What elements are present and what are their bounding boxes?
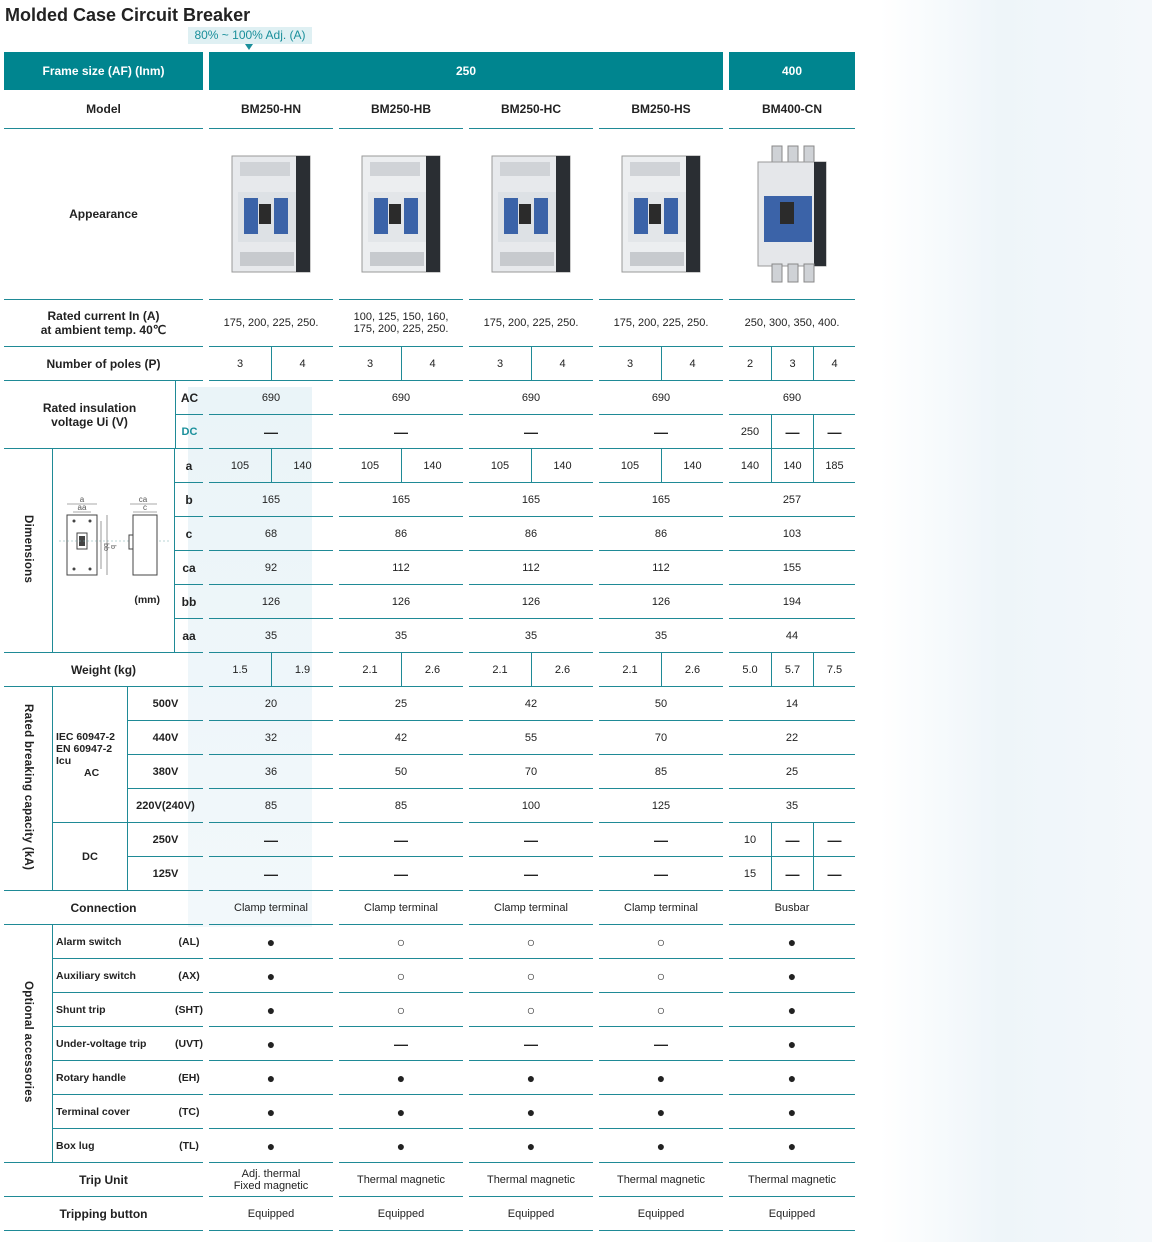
insulation-dc-value: — (771, 415, 813, 449)
accessory-mark: — (339, 1027, 463, 1061)
accessory-code: (TC) (175, 1095, 203, 1129)
insulation-dc-value: — (209, 415, 333, 449)
breaking-value: — (771, 823, 813, 857)
weight-value: 2.1 (469, 653, 531, 687)
breaking-value: 22 (729, 721, 855, 755)
connection-value: Clamp terminal (469, 891, 593, 925)
model-name: BM250-HB (339, 90, 463, 129)
weight-value: 2.6 (401, 653, 463, 687)
accessory-mark: ○ (469, 925, 593, 959)
accessory-mark: ○ (599, 925, 723, 959)
insulation-ac-value: 690 (209, 381, 333, 415)
accessory-mark: ● (339, 1095, 463, 1129)
breaking-voltage: 380V (128, 755, 203, 789)
accessory-mark: ● (729, 959, 855, 993)
breaking-value: 50 (339, 755, 463, 789)
breaking-value: — (813, 823, 855, 857)
dimension-value: 105 (599, 449, 661, 483)
insulation-ac-value: 690 (469, 381, 593, 415)
breaking-voltage: 250V (128, 823, 203, 857)
dimension-value: 86 (469, 517, 593, 551)
weight-label: Weight (kg) (4, 653, 203, 687)
insulation-dc-label: DC (175, 415, 203, 449)
poles-value: 2 (729, 347, 771, 381)
dimension-value: 257 (729, 483, 855, 517)
trip-unit-label: Trip Unit (4, 1163, 203, 1197)
appearance-label: Appearance (4, 129, 203, 300)
poles-label: Number of poles (P) (4, 347, 203, 381)
accessory-mark: ● (209, 1027, 333, 1061)
breaking-value: — (599, 857, 723, 891)
accessory-mark: ○ (339, 959, 463, 993)
accessory-mark: ● (209, 925, 333, 959)
breaking-value: 25 (729, 755, 855, 789)
diagram-label-bb: bb (101, 543, 109, 551)
frame-size-header: Frame size (AF) (Inm) (4, 52, 203, 90)
dimension-key: bb (175, 585, 203, 619)
accessory-mark: ● (729, 1129, 855, 1163)
diagram-label-b: b (108, 545, 116, 549)
accessory-code: (TL) (175, 1129, 203, 1163)
accessory-code: (SHT) (175, 993, 203, 1027)
breaking-value: 15 (729, 857, 771, 891)
breaking-value: — (813, 857, 855, 891)
breaking-value: 100 (469, 789, 593, 823)
breaking-value: 85 (209, 789, 333, 823)
connection-value: Clamp terminal (209, 891, 333, 925)
rated-current-value: 250, 300, 350, 400. (729, 300, 855, 347)
dimension-value: 105 (469, 449, 531, 483)
breaking-value: 70 (599, 721, 723, 755)
dimension-value: 140 (531, 449, 593, 483)
diagram-label-a: a (79, 495, 84, 504)
dimension-value: 126 (209, 585, 333, 619)
trip-unit-value: Adj. thermal Fixed magnetic (209, 1163, 333, 1197)
breaking-voltage: 500V (128, 687, 203, 721)
dimension-value: 165 (469, 483, 593, 517)
breaking-capacity-label: Rated breaking capacity (kA) (4, 687, 53, 891)
accessory-name: Auxiliary switch (53, 959, 175, 993)
spec-table (4, 52, 855, 1231)
breaking-value: 20 (209, 687, 333, 721)
insulation-ac-label: AC (175, 381, 203, 415)
accessory-mark: ● (209, 1061, 333, 1095)
accessory-mark: ● (339, 1061, 463, 1095)
adjustable-range-note: 80% ~ 100% Adj. (A) (188, 27, 312, 44)
poles-value: 3 (209, 347, 271, 381)
diagram-label-aa: aa (77, 503, 86, 512)
accessory-mark: ○ (469, 959, 593, 993)
dimension-value: 92 (209, 551, 333, 585)
accessory-mark: ● (599, 1095, 723, 1129)
dimension-key: ca (175, 551, 203, 585)
poles-value: 4 (531, 347, 593, 381)
connection-label: Connection (4, 891, 203, 925)
breaking-value: 25 (339, 687, 463, 721)
dimension-value: 165 (339, 483, 463, 517)
accessory-mark: ○ (599, 993, 723, 1027)
breaking-voltage: 125V (128, 857, 203, 891)
diagram-label-ca: ca (138, 495, 147, 504)
insulation-ac-value: 690 (339, 381, 463, 415)
breaking-value: — (771, 857, 813, 891)
breaking-value: — (209, 823, 333, 857)
accessory-mark: ● (729, 1095, 855, 1129)
breaking-value: — (339, 823, 463, 857)
accessory-mark: ● (209, 1095, 333, 1129)
weight-value: 5.7 (771, 653, 813, 687)
dimension-value: 105 (209, 449, 271, 483)
tripping-button-value: Equipped (339, 1197, 463, 1231)
frame-400-header: 400 (729, 52, 855, 90)
insulation-label: Rated insulation voltage Ui (V) (4, 381, 175, 449)
accessory-code: (UVT) (175, 1027, 203, 1061)
diagram-label-c: c (142, 503, 147, 512)
accessory-mark: ● (209, 959, 333, 993)
breaking-value: 125 (599, 789, 723, 823)
poles-value: 4 (401, 347, 463, 381)
weight-value: 1.9 (271, 653, 333, 687)
dimension-value: 112 (339, 551, 463, 585)
weight-value: 7.5 (813, 653, 855, 687)
accessory-mark: — (469, 1027, 593, 1061)
insulation-ac-value: 690 (599, 381, 723, 415)
dimension-value: 194 (729, 585, 855, 619)
insulation-dc-value: 250 (729, 415, 771, 449)
dimension-value: 68 (209, 517, 333, 551)
dimension-unit: (mm) (134, 594, 160, 606)
accessory-mark: ● (209, 1129, 333, 1163)
adjustable-arrow-icon (245, 44, 253, 50)
accessory-mark: ● (729, 1027, 855, 1061)
breaker-image (339, 129, 463, 300)
breaker-image (469, 129, 593, 300)
breaking-value: 42 (469, 687, 593, 721)
tripping-button-value: Equipped (469, 1197, 593, 1231)
dimension-value: 140 (771, 449, 813, 483)
dimensions-label: Dimensions (4, 449, 53, 653)
accessory-mark: ○ (469, 993, 593, 1027)
poles-value: 3 (339, 347, 401, 381)
dimension-value: 140 (401, 449, 463, 483)
accessories-label: Optional accessories (4, 925, 53, 1163)
trip-unit-value: Thermal magnetic (469, 1163, 593, 1197)
accessory-mark: ● (469, 1095, 593, 1129)
dimension-value: 165 (209, 483, 333, 517)
breaking-value: 50 (599, 687, 723, 721)
model-name: BM400-CN (729, 90, 855, 129)
dimension-value: 35 (469, 619, 593, 653)
dimension-value: 86 (599, 517, 723, 551)
breaking-value: 36 (209, 755, 333, 789)
dimension-value: 126 (599, 585, 723, 619)
breaking-value: 10 (729, 823, 771, 857)
dimension-value: 126 (469, 585, 593, 619)
insulation-ac-value: 690 (729, 381, 855, 415)
dimension-diagram (53, 449, 175, 653)
poles-value: 4 (661, 347, 723, 381)
breaking-value: 55 (469, 721, 593, 755)
accessory-name: Shunt trip (53, 993, 175, 1027)
dimension-value: 35 (339, 619, 463, 653)
accessory-name: Alarm switch (53, 925, 175, 959)
accessory-mark: ○ (339, 925, 463, 959)
accessory-mark: ○ (599, 959, 723, 993)
dimension-value: 86 (339, 517, 463, 551)
accessory-mark: — (599, 1027, 723, 1061)
frame-250-header: 250 (209, 52, 723, 90)
accessory-code: (AX) (175, 959, 203, 993)
model-name: BM250-HN (209, 90, 333, 129)
accessory-mark: ● (469, 1061, 593, 1095)
breaking-value: — (469, 857, 593, 891)
breaking-value: 42 (339, 721, 463, 755)
accessory-code: (AL) (175, 925, 203, 959)
model-name: BM250-HS (599, 90, 723, 129)
model-label: Model (4, 90, 203, 129)
trip-unit-value: Thermal magnetic (339, 1163, 463, 1197)
weight-value: 2.1 (599, 653, 661, 687)
accessory-mark: ● (729, 925, 855, 959)
weight-value: 2.1 (339, 653, 401, 687)
breaking-value: — (209, 857, 333, 891)
tripping-button-label: Tripping button (4, 1197, 203, 1231)
weight-value: 2.6 (531, 653, 593, 687)
breaker-image (599, 129, 723, 300)
poles-value: 3 (771, 347, 813, 381)
breaker-image (729, 129, 855, 300)
dimension-value: 185 (813, 449, 855, 483)
dimension-key: a (175, 449, 203, 483)
dimension-value: 140 (729, 449, 771, 483)
weight-value: 2.6 (661, 653, 723, 687)
dimension-key: aa (175, 619, 203, 653)
poles-value: 3 (599, 347, 661, 381)
breaking-value: 32 (209, 721, 333, 755)
weight-value: 1.5 (209, 653, 271, 687)
dimension-value: 35 (599, 619, 723, 653)
trip-unit-value: Thermal magnetic (729, 1163, 855, 1197)
connection-value: Clamp terminal (599, 891, 723, 925)
breaking-value: 35 (729, 789, 855, 823)
dimension-value: 112 (599, 551, 723, 585)
dimension-value: 103 (729, 517, 855, 551)
accessory-mark: ● (599, 1061, 723, 1095)
dimension-value: 35 (209, 619, 333, 653)
accessory-mark: ● (469, 1129, 593, 1163)
accessory-mark: ○ (339, 993, 463, 1027)
rated-current-label: Rated current In (A) at ambient temp. 40℃ (4, 300, 203, 347)
accessory-name: Box lug (53, 1129, 175, 1163)
dimension-value: 140 (271, 449, 333, 483)
page-title: Molded Case Circuit Breaker (5, 5, 251, 25)
rated-current-value: 175, 200, 225, 250. (599, 300, 723, 347)
breaking-value: — (599, 823, 723, 857)
accessory-mark: ● (599, 1129, 723, 1163)
tripping-button-value: Equipped (209, 1197, 333, 1231)
dimension-value: 140 (661, 449, 723, 483)
accessory-name: Terminal cover (53, 1095, 175, 1129)
breaking-value: — (339, 857, 463, 891)
breaking-voltage: 440V (128, 721, 203, 755)
breaking-value: — (469, 823, 593, 857)
dimension-value: 126 (339, 585, 463, 619)
accessory-mark: ● (729, 1061, 855, 1095)
breaking-voltage: 220V(240V) (128, 789, 203, 823)
dimension-value: 44 (729, 619, 855, 653)
poles-value: 4 (813, 347, 855, 381)
trip-unit-value: Thermal magnetic (599, 1163, 723, 1197)
breaking-value: 14 (729, 687, 855, 721)
accessory-code: (EH) (175, 1061, 203, 1095)
connection-value: Clamp terminal (339, 891, 463, 925)
insulation-dc-value: — (339, 415, 463, 449)
accessory-name: Rotary handle (53, 1061, 175, 1095)
weight-value: 5.0 (729, 653, 771, 687)
breaking-value: 85 (339, 789, 463, 823)
dimension-key: c (175, 517, 203, 551)
breaking-value: 85 (599, 755, 723, 789)
rated-current-value: 175, 200, 225, 250. (469, 300, 593, 347)
dimension-diagram-icon (55, 495, 173, 585)
rated-current-value: 100, 125, 150, 160, 175, 200, 225, 250. (339, 300, 463, 347)
model-name: BM250-HC (469, 90, 593, 129)
breaking-value: 70 (469, 755, 593, 789)
accessory-mark: ● (209, 993, 333, 1027)
dimension-value: 105 (339, 449, 401, 483)
insulation-dc-value: — (813, 415, 855, 449)
tripping-button-value: Equipped (599, 1197, 723, 1231)
insulation-dc-value: — (469, 415, 593, 449)
tripping-button-value: Equipped (729, 1197, 855, 1231)
rated-current-value: 175, 200, 225, 250. (209, 300, 333, 347)
accessory-mark: ● (339, 1129, 463, 1163)
dimension-value: 112 (469, 551, 593, 585)
accessory-mark: ● (729, 993, 855, 1027)
poles-value: 4 (271, 347, 333, 381)
dimension-value: 165 (599, 483, 723, 517)
breaking-dc-label: DC (53, 823, 128, 891)
breaking-standard: IEC 60947-2 EN 60947-2 Icu AC (53, 687, 128, 823)
accessory-name: Under-voltage trip (53, 1027, 175, 1061)
connection-value: Busbar (729, 891, 855, 925)
poles-value: 3 (469, 347, 531, 381)
insulation-dc-value: — (599, 415, 723, 449)
dimension-value: 155 (729, 551, 855, 585)
breaker-image (209, 129, 333, 300)
dimension-key: b (175, 483, 203, 517)
